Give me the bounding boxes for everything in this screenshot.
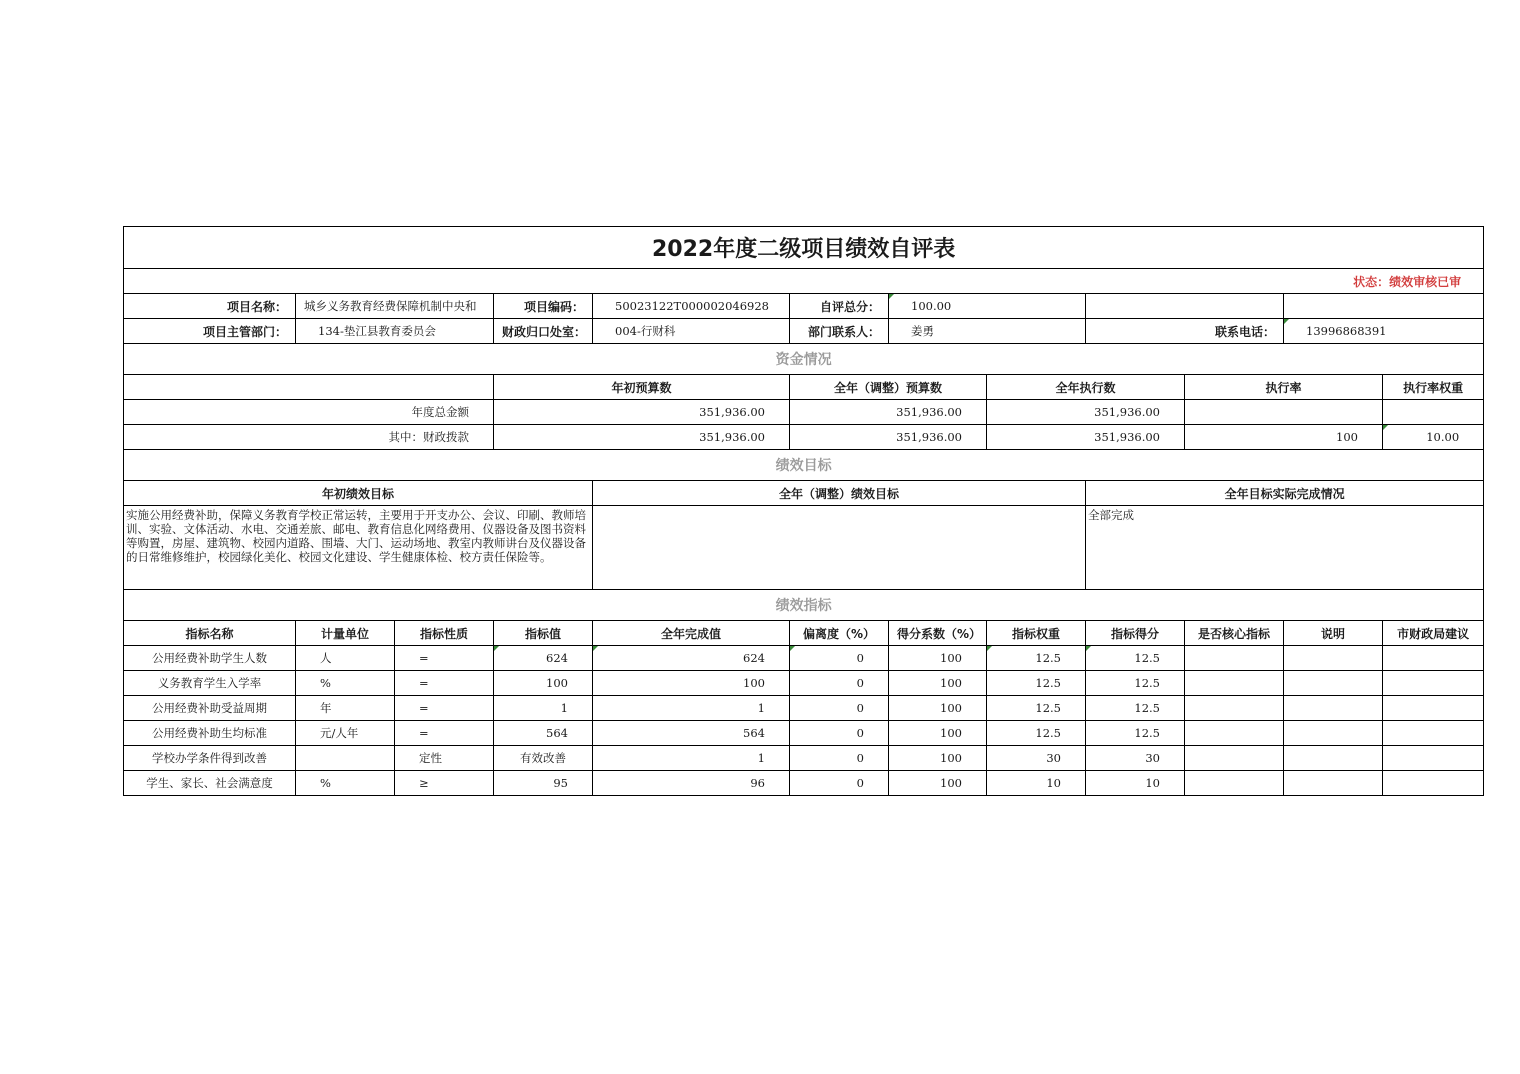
- blank-cell: [1284, 294, 1484, 319]
- goals-header-adjusted: 全年（调整）绩效目标: [593, 481, 1086, 506]
- ind-nature: =: [395, 721, 494, 746]
- ind-value: 100: [494, 671, 593, 696]
- ind-header-note: 说明: [1284, 621, 1383, 646]
- ind-weight: 12.5: [987, 671, 1086, 696]
- ind-core: [1185, 771, 1284, 796]
- score-label: 自评总分：: [790, 294, 889, 319]
- dept-value: 134-垫江县教育委员会: [296, 319, 494, 344]
- table-row: [124, 696, 1484, 721]
- funds-executed-value: 351,936.00: [987, 400, 1185, 425]
- ind-core: [1185, 671, 1284, 696]
- funds-header-adjusted: 全年（调整）预算数: [790, 375, 987, 400]
- ind-unit: [296, 746, 395, 771]
- ind-value: 95: [494, 771, 593, 796]
- funds-rate-value: [1185, 400, 1383, 425]
- ind-nature: 定性: [395, 746, 494, 771]
- blank-cell: [1086, 294, 1284, 319]
- ind-advice: [1383, 771, 1484, 796]
- ind-unit: 人: [296, 646, 395, 671]
- ind-deviation: 0: [790, 671, 889, 696]
- ind-core: [1185, 721, 1284, 746]
- indicators-header-row: [124, 621, 1484, 646]
- ind-header-value: 指标值: [494, 621, 593, 646]
- goals-initial-text: 实施公用经费补助，保障义务教育学校正常运转，主要用于开支办公、会议、印刷、教师培训、实验、文体活动、水电、交通差旅、邮电、教育信息化网络费用、仪器设备及图书资料等购置，房屋、建筑物、校园内道路、围墙、大门、运动场地、教室内教师讲台及仪器设备的日常维修维护，校园绿化美化、校园文化建设、学生健康体检、校方责任保险等。: [124, 506, 593, 590]
- ind-deviation: 0: [790, 746, 889, 771]
- info-row-1: [124, 294, 1484, 319]
- ind-score: 10: [1086, 771, 1185, 796]
- ind-nature: =: [395, 671, 494, 696]
- ind-name: 公用经费补助受益周期: [124, 696, 296, 721]
- funds-header-executed: 全年执行数: [987, 375, 1185, 400]
- ind-weight: 10: [987, 771, 1086, 796]
- ind-core: [1185, 696, 1284, 721]
- funds-initial-value: 351,936.00: [494, 425, 790, 450]
- ind-deviation: 0: [790, 696, 889, 721]
- ind-header-advice: 市财政局建议: [1383, 621, 1484, 646]
- ind-unit: 元/人年: [296, 721, 395, 746]
- ind-deviation: 0: [790, 721, 889, 746]
- ind-advice: [1383, 721, 1484, 746]
- table-row: [124, 721, 1484, 746]
- ind-weight: 30: [987, 746, 1086, 771]
- funds-adjusted-value: 351,936.00: [790, 425, 987, 450]
- project-name-value: 城乡义务教育经费保障机制中央和: [296, 294, 494, 319]
- ind-header-score: 指标得分: [1086, 621, 1185, 646]
- ind-name: 学生、家长、社会满意度: [124, 771, 296, 796]
- ind-score: 12.5: [1086, 696, 1185, 721]
- goals-header-actual: 全年目标实际完成情况: [1086, 481, 1484, 506]
- project-name-label: 项目名称：: [124, 294, 296, 319]
- funds-adjusted-value: 351,936.00: [790, 400, 987, 425]
- ind-done: 100: [593, 671, 790, 696]
- ind-header-name: 指标名称: [124, 621, 296, 646]
- ind-value: 564: [494, 721, 593, 746]
- finance-label: 财政归口处室：: [494, 319, 593, 344]
- ind-name: 义务教育学生入学率: [124, 671, 296, 696]
- funds-header-row: [124, 375, 1484, 400]
- ind-coef: 100: [889, 771, 987, 796]
- ind-unit: %: [296, 671, 395, 696]
- table-row: [124, 646, 1484, 671]
- ind-name: 公用经费补助学生人数: [124, 646, 296, 671]
- ind-nature: =: [395, 696, 494, 721]
- ind-advice: [1383, 646, 1484, 671]
- funds-row-label: 年度总金额: [124, 400, 494, 425]
- finance-value: 004-行财科: [593, 319, 790, 344]
- ind-core: [1185, 746, 1284, 771]
- ind-done: 624: [593, 646, 790, 671]
- ind-header-weight: 指标权重: [987, 621, 1086, 646]
- funds-rate-value: 100: [1185, 425, 1383, 450]
- dept-label: 项目主管部门：: [124, 319, 296, 344]
- ind-coef: 100: [889, 671, 987, 696]
- page-title: 2022年度二级项目绩效自评表: [124, 227, 1484, 269]
- goals-actual-text: 全部完成: [1086, 506, 1484, 590]
- ind-nature: ≥: [395, 771, 494, 796]
- ind-note: [1284, 746, 1383, 771]
- goals-section-title: 绩效目标: [124, 450, 1484, 481]
- funds-initial-value: 351,936.00: [494, 400, 790, 425]
- goals-content-row: [124, 506, 1484, 590]
- funds-weight-value: [1383, 400, 1484, 425]
- funds-header-weight: 执行率权重: [1383, 375, 1484, 400]
- project-code-value: 50023122T000002046928: [593, 294, 790, 319]
- funds-header-rate: 执行率: [1185, 375, 1383, 400]
- table-row: [124, 671, 1484, 696]
- blank-cell: [124, 375, 494, 400]
- ind-header-unit: 计量单位: [296, 621, 395, 646]
- ind-deviation: 0: [790, 771, 889, 796]
- ind-unit: 年: [296, 696, 395, 721]
- ind-header-core: 是否核心指标: [1185, 621, 1284, 646]
- ind-advice: [1383, 671, 1484, 696]
- ind-done: 1: [593, 746, 790, 771]
- table-row: [124, 746, 1484, 771]
- ind-coef: 100: [889, 696, 987, 721]
- ind-done: 96: [593, 771, 790, 796]
- ind-score: 12.5: [1086, 671, 1185, 696]
- ind-header-coef: 得分系数（%）: [889, 621, 987, 646]
- ind-core: [1185, 646, 1284, 671]
- ind-note: [1284, 646, 1383, 671]
- ind-advice: [1383, 746, 1484, 771]
- evaluation-table: [123, 226, 1484, 796]
- ind-value: 1: [494, 696, 593, 721]
- ind-score: 30: [1086, 746, 1185, 771]
- ind-note: [1284, 771, 1383, 796]
- ind-done: 1: [593, 696, 790, 721]
- ind-header-deviation: 偏离度（%）: [790, 621, 889, 646]
- table-row: [124, 771, 1484, 796]
- ind-name: 公用经费补助生均标准: [124, 721, 296, 746]
- ind-weight: 12.5: [987, 721, 1086, 746]
- performance-sheet: [123, 226, 1470, 796]
- ind-done: 564: [593, 721, 790, 746]
- funds-weight-value: 10.00: [1383, 425, 1484, 450]
- ind-unit: %: [296, 771, 395, 796]
- goals-header-initial: 年初绩效目标: [124, 481, 593, 506]
- ind-nature: =: [395, 646, 494, 671]
- goals-adjusted-text: [593, 506, 1086, 590]
- funds-row-label: 其中：财政拨款: [124, 425, 494, 450]
- ind-header-done: 全年完成值: [593, 621, 790, 646]
- contact-value: 姜勇: [889, 319, 1086, 344]
- ind-weight: 12.5: [987, 696, 1086, 721]
- funds-executed-value: 351,936.00: [987, 425, 1185, 450]
- ind-note: [1284, 721, 1383, 746]
- ind-value: 有效改善: [494, 746, 593, 771]
- status-badge: 状态：绩效审核已审: [124, 269, 1484, 294]
- goals-header-row: [124, 481, 1484, 506]
- ind-advice: [1383, 696, 1484, 721]
- funds-section-title: 资金情况: [124, 344, 1484, 375]
- ind-coef: 100: [889, 646, 987, 671]
- funds-row-fiscal: [124, 425, 1484, 450]
- ind-note: [1284, 696, 1383, 721]
- indicators-section-title: 绩效指标: [124, 590, 1484, 621]
- ind-coef: 100: [889, 746, 987, 771]
- phone-value: 13996868391: [1284, 319, 1484, 344]
- info-row-2: [124, 319, 1484, 344]
- funds-row-total: [124, 400, 1484, 425]
- phone-label: 联系电话：: [1086, 319, 1284, 344]
- ind-score: 12.5: [1086, 721, 1185, 746]
- ind-value: 624: [494, 646, 593, 671]
- project-code-label: 项目编码：: [494, 294, 593, 319]
- ind-deviation: 0: [790, 646, 889, 671]
- ind-note: [1284, 671, 1383, 696]
- contact-label: 部门联系人：: [790, 319, 889, 344]
- ind-coef: 100: [889, 721, 987, 746]
- funds-header-initial: 年初预算数: [494, 375, 790, 400]
- ind-weight: 12.5: [987, 646, 1086, 671]
- ind-name: 学校办学条件得到改善: [124, 746, 296, 771]
- ind-header-nature: 指标性质: [395, 621, 494, 646]
- score-value: 100.00: [889, 294, 1086, 319]
- ind-score: 12.5: [1086, 646, 1185, 671]
